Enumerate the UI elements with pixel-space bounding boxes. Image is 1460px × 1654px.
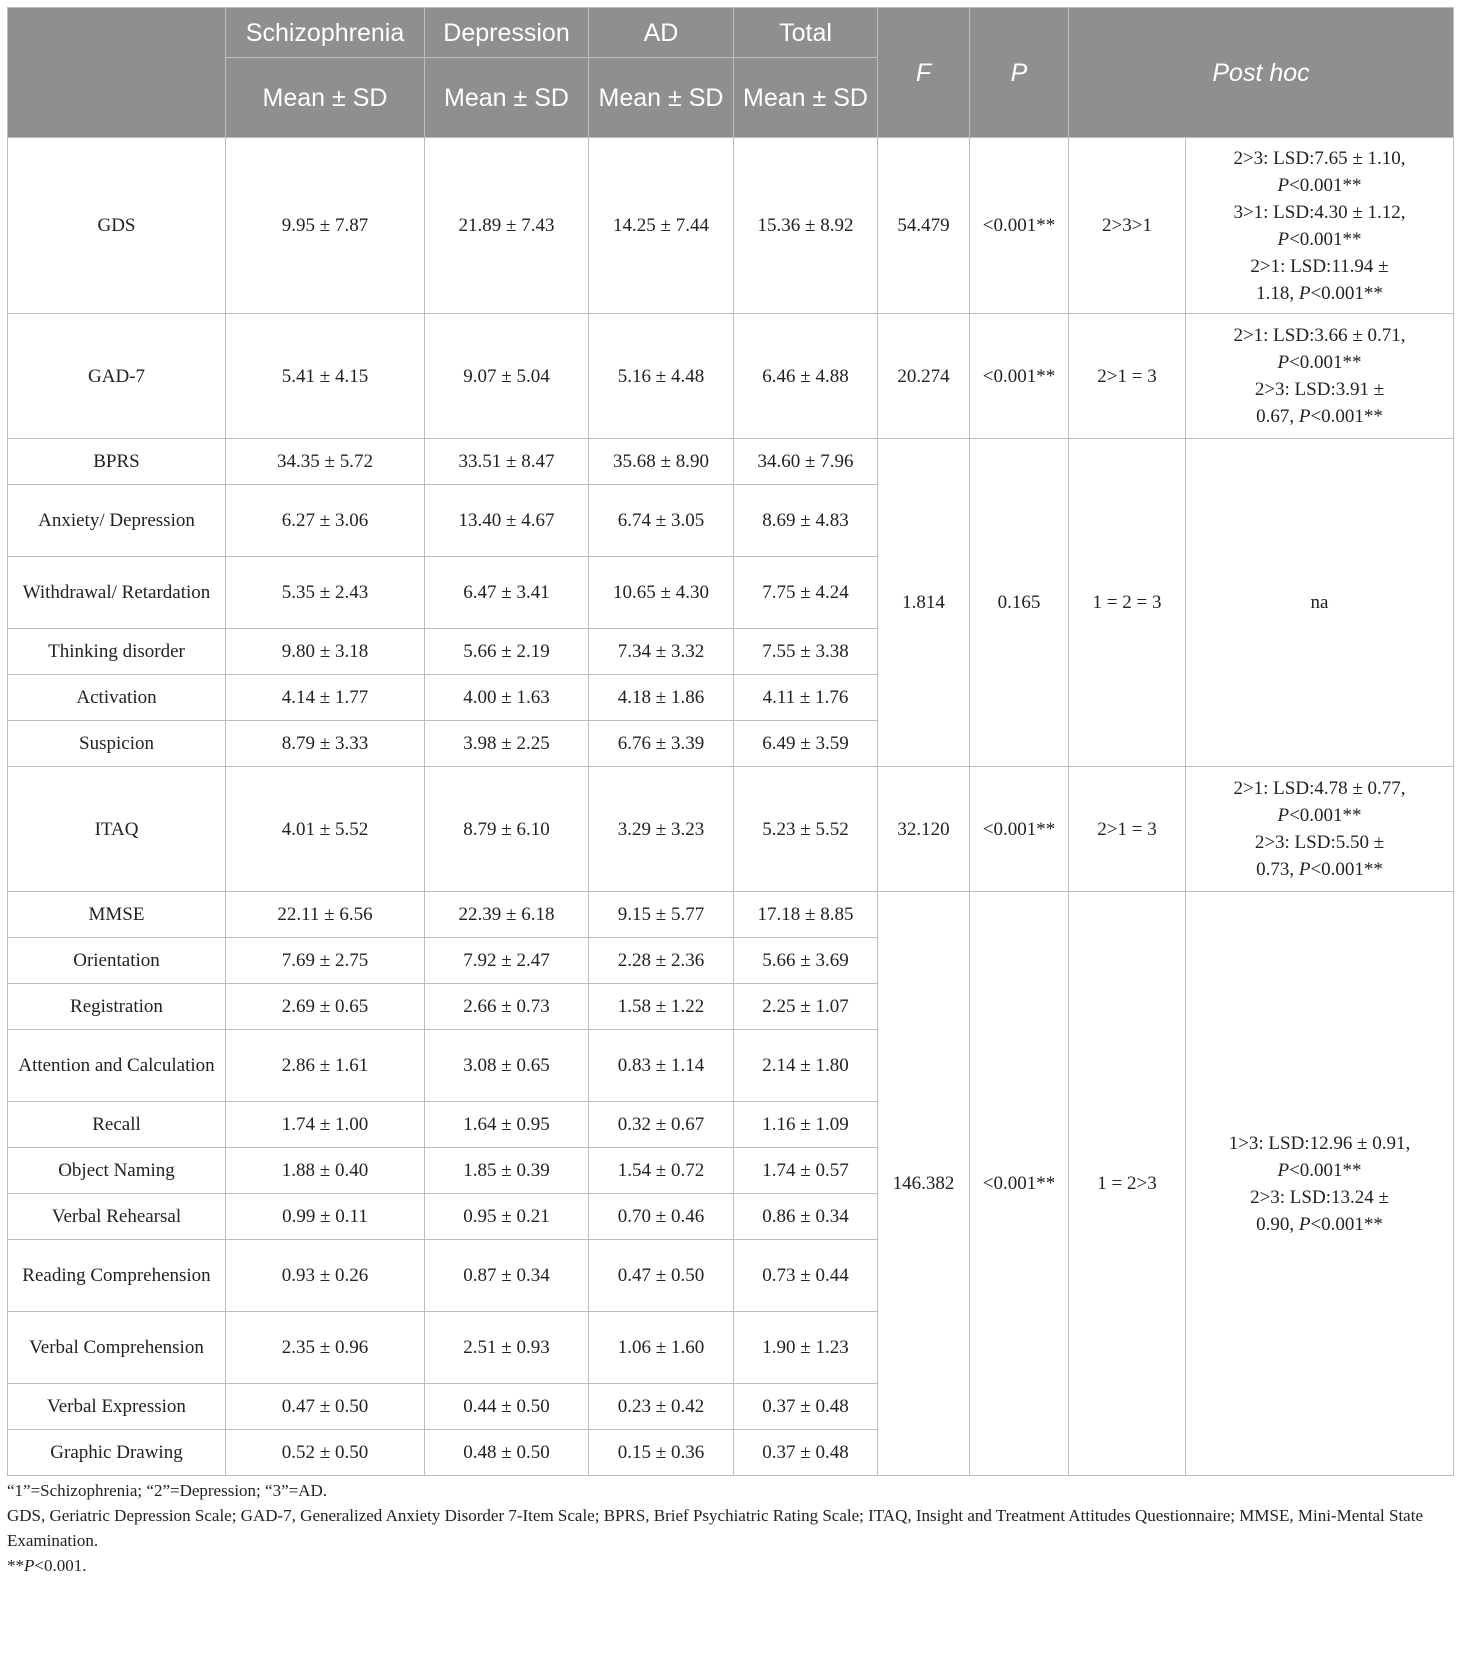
value-cell-depression: 9.07 ± 5.04 <box>425 314 589 439</box>
value-cell-ad: 35.68 ± 8.90 <box>589 439 734 485</box>
header-posthoc: Post hoc <box>1069 8 1454 138</box>
value-cell-total: 1.74 ± 0.57 <box>734 1148 878 1194</box>
value-cell-depression: 2.51 ± 0.93 <box>425 1312 589 1384</box>
posthoc-line: P<0.001** <box>1277 174 1362 196</box>
row-label: BPRS <box>8 439 226 485</box>
header-f: F <box>878 8 970 138</box>
header-row-groups <box>8 8 1454 58</box>
value-cell-schizophrenia: 0.52 ± 0.50 <box>226 1430 425 1476</box>
row-label: Reading Comprehension <box>8 1240 226 1312</box>
value-cell-ad: 14.25 ± 7.44 <box>589 138 734 314</box>
table-header <box>8 8 1454 138</box>
p-value-cell: <0.001** <box>970 314 1069 439</box>
group-order-cell: 1 = 2 = 3 <box>1069 439 1186 767</box>
posthoc-cell <box>1186 138 1454 314</box>
value-cell-schizophrenia: 2.35 ± 0.96 <box>226 1312 425 1384</box>
value-cell-depression: 0.48 ± 0.50 <box>425 1430 589 1476</box>
value-cell-total: 15.36 ± 8.92 <box>734 138 878 314</box>
value-cell-total: 17.18 ± 8.85 <box>734 892 878 938</box>
table-row <box>8 892 1454 938</box>
p-symbol: P <box>1298 406 1311 427</box>
table-row <box>8 767 1454 892</box>
footnotes <box>7 1478 1453 1578</box>
header-group-total: Total <box>734 8 878 58</box>
posthoc-line: 2>3: LSD:7.65 ± 1.10, <box>1233 147 1406 169</box>
footnote-abbreviations: GDS, Geriatric Depression Scale; GAD-7, Generalized Anxiety Disorder 7-Item Scale; BPRS, Brief Psychiatric Rating Scale; ITAQ, Insight and Treatment Attitudes Questionnaire; MMSE, Mini-Mental State Examination. <box>7 1506 1423 1550</box>
p-value-cell: 0.165 <box>970 439 1069 767</box>
f-value-cell: 54.479 <box>878 138 970 314</box>
posthoc-cell <box>1186 439 1454 767</box>
p-symbol: P <box>1277 228 1290 250</box>
value-cell-depression: 3.98 ± 2.25 <box>425 721 589 767</box>
p-value-cell: <0.001** <box>970 892 1069 1476</box>
p-symbol: P <box>1277 352 1290 373</box>
p-symbol: P <box>1298 1213 1311 1235</box>
value-cell-ad: 6.76 ± 3.39 <box>589 721 734 767</box>
header-sub-label: Mean ± SD <box>589 58 734 138</box>
header-sub-label: Mean ± SD <box>425 58 589 138</box>
value-cell-total: 6.46 ± 4.88 <box>734 314 878 439</box>
value-cell-total: 0.73 ± 0.44 <box>734 1240 878 1312</box>
posthoc-line: P<0.001** <box>1277 352 1362 373</box>
value-cell-depression: 0.95 ± 0.21 <box>425 1194 589 1240</box>
value-cell-ad: 3.29 ± 3.23 <box>589 767 734 892</box>
p-value-cell: <0.001** <box>970 767 1069 892</box>
row-label: GAD-7 <box>8 314 226 439</box>
posthoc-line: P<0.001** <box>1277 228 1362 250</box>
row-label: Graphic Drawing <box>8 1430 226 1476</box>
posthoc-line: 0.73, P<0.001** <box>1256 859 1383 880</box>
value-cell-ad: 7.34 ± 3.32 <box>589 629 734 675</box>
group-order-cell: 2>1 = 3 <box>1069 314 1186 439</box>
value-cell-total: 4.11 ± 1.76 <box>734 675 878 721</box>
row-label: Withdrawal/ Retardation <box>8 557 226 629</box>
posthoc-line: 1>3: LSD:12.96 ± 0.91, <box>1228 1132 1411 1154</box>
posthoc-line: 2>3: LSD:13.24 ± <box>1250 1186 1389 1208</box>
value-cell-schizophrenia: 4.01 ± 5.52 <box>226 767 425 892</box>
posthoc-line: 3>1: LSD:4.30 ± 1.12, <box>1233 201 1406 223</box>
value-cell-depression: 22.39 ± 6.18 <box>425 892 589 938</box>
value-cell-total: 7.55 ± 3.38 <box>734 629 878 675</box>
table-container <box>7 7 1453 1578</box>
value-cell-total: 2.14 ± 1.80 <box>734 1030 878 1102</box>
value-cell-depression: 13.40 ± 4.67 <box>425 485 589 557</box>
f-value-cell: 20.274 <box>878 314 970 439</box>
posthoc-cell <box>1186 767 1454 892</box>
value-cell-schizophrenia: 9.80 ± 3.18 <box>226 629 425 675</box>
value-cell-ad: 0.70 ± 0.46 <box>589 1194 734 1240</box>
value-cell-depression: 7.92 ± 2.47 <box>425 938 589 984</box>
posthoc-cell <box>1186 892 1454 1476</box>
posthoc-line: P<0.001** <box>1277 1159 1362 1181</box>
posthoc-cell <box>1186 314 1454 439</box>
value-cell-total: 0.37 ± 0.48 <box>734 1384 878 1430</box>
header-group-schizophrenia: Schizophrenia <box>226 8 425 58</box>
results-table <box>7 7 1454 1476</box>
row-label: Verbal Expression <box>8 1384 226 1430</box>
value-cell-total: 2.25 ± 1.07 <box>734 984 878 1030</box>
row-label: MMSE <box>8 892 226 938</box>
posthoc-line: 2>1: LSD:3.66 ± 0.71, <box>1233 325 1406 346</box>
value-cell-total: 5.66 ± 3.69 <box>734 938 878 984</box>
value-cell-schizophrenia: 34.35 ± 5.72 <box>226 439 425 485</box>
table-row <box>8 314 1454 439</box>
f-value-cell: 32.120 <box>878 767 970 892</box>
footnote-significance: **P<0.001. <box>7 1556 87 1575</box>
header-group-depression: Depression <box>425 8 589 58</box>
value-cell-total: 0.86 ± 0.34 <box>734 1194 878 1240</box>
value-cell-ad: 9.15 ± 5.77 <box>589 892 734 938</box>
value-cell-ad: 0.32 ± 0.67 <box>589 1102 734 1148</box>
value-cell-depression: 1.85 ± 0.39 <box>425 1148 589 1194</box>
row-label: Orientation <box>8 938 226 984</box>
header-group-ad: AD <box>589 8 734 58</box>
posthoc-line: 2>3: LSD:3.91 ± <box>1254 379 1385 400</box>
row-label: ITAQ <box>8 767 226 892</box>
row-label: Anxiety/ Depression <box>8 485 226 557</box>
group-order-cell: 1 = 2>3 <box>1069 892 1186 1476</box>
p-symbol: P <box>1298 282 1311 304</box>
row-label: Attention and Calculation <box>8 1030 226 1102</box>
value-cell-schizophrenia: 5.35 ± 2.43 <box>226 557 425 629</box>
group-order-cell: 2>3>1 <box>1069 138 1186 314</box>
value-cell-ad: 0.47 ± 0.50 <box>589 1240 734 1312</box>
value-cell-schizophrenia: 0.93 ± 0.26 <box>226 1240 425 1312</box>
row-label: Verbal Rehearsal <box>8 1194 226 1240</box>
row-label: Registration <box>8 984 226 1030</box>
value-cell-depression: 6.47 ± 3.41 <box>425 557 589 629</box>
value-cell-schizophrenia: 22.11 ± 6.56 <box>226 892 425 938</box>
posthoc-line: 0.67, P<0.001** <box>1256 406 1383 427</box>
value-cell-schizophrenia: 0.47 ± 0.50 <box>226 1384 425 1430</box>
table-row <box>8 439 1454 485</box>
row-label: Verbal Comprehension <box>8 1312 226 1384</box>
p-symbol: P <box>1277 174 1290 196</box>
value-cell-schizophrenia: 2.69 ± 0.65 <box>226 984 425 1030</box>
value-cell-schizophrenia: 2.86 ± 1.61 <box>226 1030 425 1102</box>
value-cell-depression: 3.08 ± 0.65 <box>425 1030 589 1102</box>
table-row <box>8 138 1454 314</box>
value-cell-ad: 0.15 ± 0.36 <box>589 1430 734 1476</box>
value-cell-total: 5.23 ± 5.52 <box>734 767 878 892</box>
row-label: Thinking disorder <box>8 629 226 675</box>
posthoc-line: 1.18, P<0.001** <box>1256 282 1383 304</box>
f-value-cell: 1.814 <box>878 439 970 767</box>
value-cell-total: 7.75 ± 4.24 <box>734 557 878 629</box>
value-cell-total: 0.37 ± 0.48 <box>734 1430 878 1476</box>
value-cell-schizophrenia: 1.88 ± 0.40 <box>226 1148 425 1194</box>
posthoc-line: 2>3: LSD:5.50 ± <box>1254 832 1385 853</box>
posthoc-line: P<0.001** <box>1277 805 1362 826</box>
row-label: Recall <box>8 1102 226 1148</box>
value-cell-depression: 0.87 ± 0.34 <box>425 1240 589 1312</box>
value-cell-schizophrenia: 9.95 ± 7.87 <box>226 138 425 314</box>
value-cell-schizophrenia: 7.69 ± 2.75 <box>226 938 425 984</box>
value-cell-depression: 0.44 ± 0.50 <box>425 1384 589 1430</box>
value-cell-total: 6.49 ± 3.59 <box>734 721 878 767</box>
header-row-label <box>8 8 226 138</box>
value-cell-depression: 2.66 ± 0.73 <box>425 984 589 1030</box>
value-cell-total: 1.16 ± 1.09 <box>734 1102 878 1148</box>
value-cell-total: 8.69 ± 4.83 <box>734 485 878 557</box>
p-value-cell: <0.001** <box>970 138 1069 314</box>
value-cell-ad: 5.16 ± 4.48 <box>589 314 734 439</box>
header-p: P <box>970 8 1069 138</box>
value-cell-ad: 1.54 ± 0.72 <box>589 1148 734 1194</box>
value-cell-ad: 4.18 ± 1.86 <box>589 675 734 721</box>
value-cell-depression: 21.89 ± 7.43 <box>425 138 589 314</box>
value-cell-depression: 1.64 ± 0.95 <box>425 1102 589 1148</box>
header-sub-label: Mean ± SD <box>734 58 878 138</box>
row-label: GDS <box>8 138 226 314</box>
value-cell-schizophrenia: 0.99 ± 0.11 <box>226 1194 425 1240</box>
posthoc-line: 2>1: LSD:11.94 ± <box>1250 255 1389 277</box>
value-cell-ad: 6.74 ± 3.05 <box>589 485 734 557</box>
table-body <box>8 138 1454 1476</box>
p-symbol: P <box>1277 805 1290 826</box>
value-cell-schizophrenia: 4.14 ± 1.77 <box>226 675 425 721</box>
value-cell-schizophrenia: 5.41 ± 4.15 <box>226 314 425 439</box>
posthoc-line: 2>1: LSD:4.78 ± 0.77, <box>1233 778 1406 799</box>
footnote-groups: “1”=Schizophrenia; “2”=Depression; “3”=AD. <box>7 1481 328 1500</box>
value-cell-depression: 4.00 ± 1.63 <box>425 675 589 721</box>
p-symbol: P <box>1298 859 1311 880</box>
value-cell-ad: 1.06 ± 1.60 <box>589 1312 734 1384</box>
header-sub-label: Mean ± SD <box>226 58 425 138</box>
row-label: Object Naming <box>8 1148 226 1194</box>
value-cell-ad: 10.65 ± 4.30 <box>589 557 734 629</box>
value-cell-total: 1.90 ± 1.23 <box>734 1312 878 1384</box>
value-cell-ad: 1.58 ± 1.22 <box>589 984 734 1030</box>
group-order-cell: 2>1 = 3 <box>1069 767 1186 892</box>
value-cell-depression: 8.79 ± 6.10 <box>425 767 589 892</box>
posthoc-line: 0.90, P<0.001** <box>1256 1213 1383 1235</box>
value-cell-total: 34.60 ± 7.96 <box>734 439 878 485</box>
value-cell-depression: 33.51 ± 8.47 <box>425 439 589 485</box>
value-cell-depression: 5.66 ± 2.19 <box>425 629 589 675</box>
row-label: Suspicion <box>8 721 226 767</box>
value-cell-schizophrenia: 8.79 ± 3.33 <box>226 721 425 767</box>
posthoc-line: na <box>1310 592 1329 613</box>
value-cell-schizophrenia: 6.27 ± 3.06 <box>226 485 425 557</box>
value-cell-ad: 2.28 ± 2.36 <box>589 938 734 984</box>
p-symbol: P <box>24 1556 35 1575</box>
f-value-cell: 146.382 <box>878 892 970 1476</box>
value-cell-ad: 0.23 ± 0.42 <box>589 1384 734 1430</box>
row-label: Activation <box>8 675 226 721</box>
value-cell-schizophrenia: 1.74 ± 1.00 <box>226 1102 425 1148</box>
p-symbol: P <box>1277 1159 1290 1181</box>
value-cell-ad: 0.83 ± 1.14 <box>589 1030 734 1102</box>
